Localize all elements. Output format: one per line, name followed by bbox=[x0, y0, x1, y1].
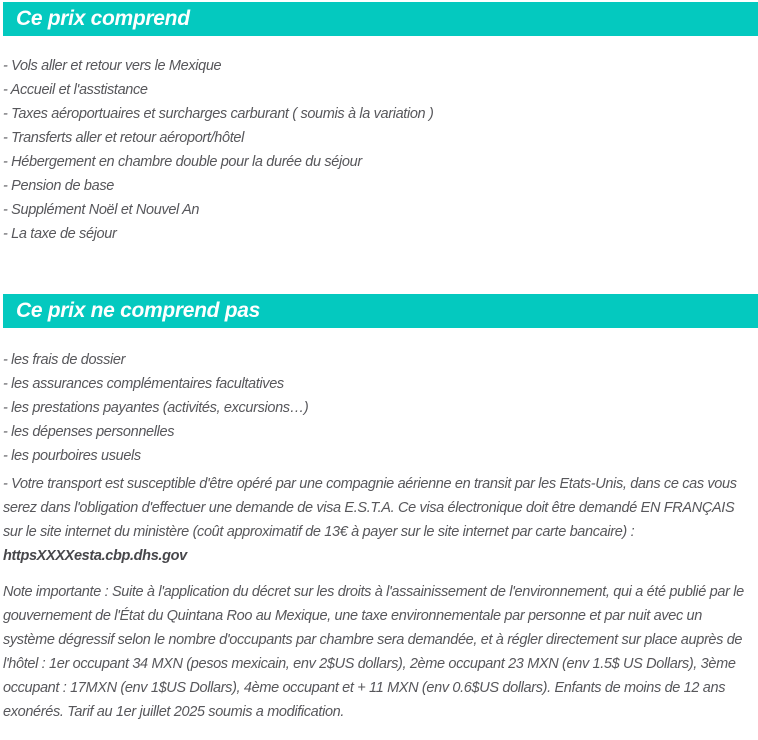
esta-website-text: httpsXXXXesta.cbp.dhs.gov bbox=[3, 548, 187, 564]
section-header-includes bbox=[3, 2, 758, 36]
list-item: - les assurances complémentaires facultatives bbox=[3, 376, 284, 392]
list-item: - La taxe de séjour bbox=[3, 226, 117, 242]
list-item: - Pension de base bbox=[3, 178, 114, 194]
section-header-excludes bbox=[3, 294, 758, 328]
includes-list bbox=[0, 54, 758, 246]
excludes-list bbox=[0, 348, 758, 724]
list-item: - Hébergement en chambre double pour la durée du séjour bbox=[3, 154, 362, 170]
list-item: - Vols aller et retour vers le Mexique bbox=[3, 58, 222, 74]
list-item: - Transferts aller et retour aéroport/hôtel bbox=[3, 130, 244, 146]
esta-visa-note: - Votre transport est susceptible d'être opéré par une compagnie aérienne en transit par les Etats-Unis, dans ce cas vous serez dans l'obligation d'effectuer une demande de visa E.S.T.A. Ce visa électronique doit être demandé EN FRANÇAIS sur le site internet du ministère (coût approximatif de 13€ à payer sur le site internet par carte bancaire) : bbox=[3, 476, 737, 540]
list-item: - Supplément Noël et Nouvel An bbox=[3, 202, 200, 218]
list-item: - les frais de dossier bbox=[3, 352, 126, 368]
price-info-page bbox=[0, 2, 758, 740]
list-item: - Accueil et l'asstistance bbox=[3, 82, 148, 98]
list-item: - les pourboires usuels bbox=[3, 448, 141, 464]
section-price-excludes bbox=[0, 294, 758, 724]
list-item: - les prestations payantes (activités, excursions…) bbox=[3, 400, 309, 416]
section-price-includes bbox=[0, 2, 758, 246]
section-title-excludes: Ce prix ne comprend pas bbox=[16, 299, 261, 322]
section-title-includes: Ce prix comprend bbox=[16, 7, 190, 30]
list-item: - les dépenses personnelles bbox=[3, 424, 175, 440]
environment-tax-note: Note importante : Suite à l'application du décret sur les droits à l'assainissement de l'environnement, qui a été publié par le gouvernement de l'État du Quintana Roo au Mexique, une taxe environnementale par personne et par nuit avec un système dégressif selon le nombre d'occupants par chambre sera demandée, et à régler directement sur place auprès de l'hôtel : 1er occupant 34 MXN (pesos mexicain, env 2$US dollars), 2ème occupant 23 MXN (env 1.5$ US Dollars), 3ème occupant : 17MXN (env 1$US Dollars), 4ème occupant et + 11 MXN (env 0.6$US dollars). Enfants de moins de 12 ans exonérés. Tarif au 1er juillet 2025 soumis a modification. bbox=[3, 584, 744, 720]
list-item: - Taxes aéroportuaires et surcharges carburant ( soumis à la variation ) bbox=[3, 106, 434, 122]
